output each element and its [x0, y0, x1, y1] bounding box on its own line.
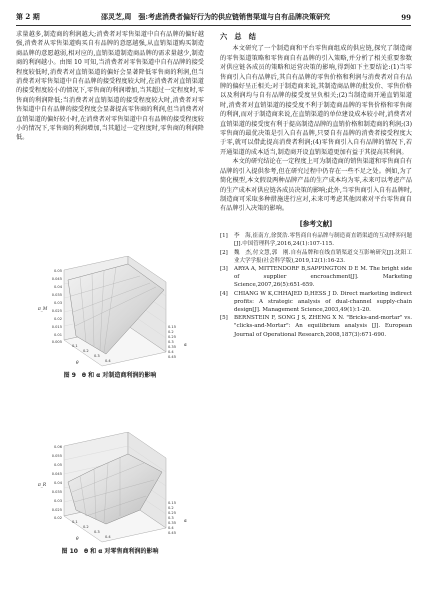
bottom-axis-label: θ	[76, 536, 79, 541]
reference-item: [3] ARYA A, MITTENDORF B,SAPPINGTON D E M. The bright side of supplier encroachment[J]. Marketing Science,2007,26(5):651-659.	[220, 265, 412, 289]
figure-9	[16, 256, 204, 379]
svg-text:0.2: 0.2	[83, 525, 89, 529]
svg-text:0.03: 0.03	[53, 301, 62, 305]
surface-plot-10	[16, 432, 204, 544]
reference-item: [4] CHIANG W K,CHHAJED D,HESS J D. Direct marketing indirect profits: A strategic analysis of dual-channel supply-chain design[J]. Management Science,2003,49(1):1-20.	[220, 290, 412, 313]
right-axis-label: α	[184, 342, 187, 347]
svg-text:0.2: 0.2	[83, 349, 89, 353]
svg-text:0.35: 0.35	[168, 345, 177, 349]
z-axis-label: π_R	[38, 482, 46, 487]
svg-text:0.2: 0.2	[168, 330, 174, 334]
right-tick-labels	[168, 501, 176, 535]
svg-text:0.035: 0.035	[51, 293, 62, 297]
z-tick-labels	[52, 445, 63, 520]
svg-text:0.3: 0.3	[94, 530, 100, 534]
right-column	[220, 30, 412, 339]
svg-text:0.4: 0.4	[105, 359, 111, 363]
bottom-axis-label: θ	[76, 360, 79, 365]
section-title: 六 总 结	[220, 32, 256, 41]
svg-text:0.025: 0.025	[51, 508, 62, 512]
figure-10	[16, 432, 204, 555]
svg-text:0.15: 0.15	[168, 501, 177, 505]
reference-item: [1] 李 海,崔南方,徐贤浩.零售商自有品牌与制造商直销渠道的互动博弈问题[J].中国管理科学,2016,24(1):107-115.	[220, 233, 412, 248]
svg-text:0.005: 0.005	[51, 340, 62, 344]
running-title: 邵灵芝,周 强:考虑消费者偏好行为的供应链销售渠道与自有品牌决策研究	[100, 12, 331, 21]
svg-text:0.35: 0.35	[168, 521, 177, 525]
svg-text:0.3: 0.3	[94, 354, 100, 358]
svg-text:0.15: 0.15	[168, 325, 177, 329]
running-header	[16, 10, 411, 24]
z-tick-labels	[52, 269, 63, 344]
references-title: [参考文献]	[299, 219, 333, 228]
svg-text:0.05: 0.05	[53, 269, 62, 273]
svg-text:0.4: 0.4	[168, 350, 174, 354]
svg-text:0.025: 0.025	[51, 309, 62, 313]
svg-text:0.1: 0.1	[72, 344, 78, 348]
z-axis-label: π_M	[38, 306, 48, 311]
svg-text:0.045: 0.045	[51, 277, 62, 281]
svg-text:0.4: 0.4	[168, 526, 174, 530]
limitations-paragraph: 本文的研究结论在一定程度上可为制造商的销售渠道和零售商自有品牌的引入提供参考,但在研究过程中仍存在一些不足之处。例如,为了简化模型,本文假设两种品牌产品的生产成本均为零,未来可以考虑产品的生产成本对供应链各成员决策的影响;此外,当零售商引入自有品牌时,制造商可采取多种措施进行应对,未来可考虑其他因素对平台零售商自有品牌引入决策的影响。	[220, 158, 412, 213]
svg-text:0.055: 0.055	[51, 454, 62, 458]
reference-item: [2] 魏 杰,付文慧,郭 刚.自有品牌和在线直销渠道交互影响研究[J].沈阳工业大学学报(社会科学版),2019,12(1):16-23.	[220, 249, 412, 264]
figure-caption: 图 10 θ 和 α 对零售商利润的影响	[61, 548, 159, 555]
svg-text:0.015: 0.015	[51, 325, 62, 329]
reference-item: [5] BERNSTEIN F, SONG J S, ZHENG X N. "Bricks-and-mortar" vs. "clicks-and-Mortar": An equilibrium analysis [J]. European Journal of Operational Research,2008,187(3):671-690.	[220, 315, 412, 338]
svg-text:0.02: 0.02	[53, 516, 62, 520]
svg-text:0.45: 0.45	[168, 531, 177, 535]
svg-text:0.035: 0.035	[51, 490, 62, 494]
svg-text:0.3: 0.3	[168, 516, 174, 520]
header-rule	[16, 25, 411, 26]
svg-text:0.45: 0.45	[168, 355, 177, 359]
left-column	[16, 30, 204, 143]
right-axis-label: α	[184, 518, 187, 523]
page-number: 99	[401, 12, 411, 22]
svg-text:0.4: 0.4	[105, 535, 111, 539]
svg-text:0.3: 0.3	[168, 340, 174, 344]
issue-label: 第 2 期	[16, 12, 40, 21]
svg-text:0.25: 0.25	[168, 335, 177, 339]
svg-text:0.03: 0.03	[53, 499, 62, 503]
svg-text:0.2: 0.2	[168, 506, 174, 510]
svg-text:0.01: 0.01	[53, 333, 62, 337]
svg-text:0.05: 0.05	[53, 463, 62, 467]
surface-plot-9	[16, 256, 204, 368]
right-tick-labels	[168, 325, 176, 359]
body-paragraph: 求量越多,制造商的利润越大;消费者对零售渠道中自有品牌的偏好越强,消费者从零售渠道购买自有品牌的意愿越强,从直销渠道购买制造商品牌的意愿越弱,相对应的,直销渠道制造商品牌的需求量越少,制造商的利润越小。由图 10 可知,当消费者对零售渠道中自有品牌的接受程度较低时,消费者对直销渠道的偏好会显著降低零售商的利润,但当消费者对零售渠道中自有品牌的接受程度较大时,在消费者对直销渠道的接受程度较小的情况下,零售商的利润增加,当其超过一定程度时,零售商的利润降低;当消费者对直销渠道的接受程度较大时,消费者对零售渠道中自有品牌的接受程度会显著提高零售商的利润,但当消费者对直销渠道的偏好较小时,在消费者对零售渠道中自有品牌的接受程度较小的情况下,零售商的利润增加,当其超过一定程度时,零售商的利润降低。	[16, 31, 204, 142]
svg-text:0.02: 0.02	[53, 317, 62, 321]
figure-caption: 图 9 θ 和 α 对制造商利润的影响	[63, 372, 157, 379]
svg-text:0.06: 0.06	[53, 445, 62, 449]
svg-text:0.1: 0.1	[72, 520, 78, 524]
svg-text:0.25: 0.25	[168, 511, 177, 515]
svg-text:0.045: 0.045	[51, 472, 62, 476]
svg-text:0.04: 0.04	[53, 285, 62, 289]
conclusion-paragraph: 本文研究了一个制造商和平台零售商组成的供应链,探究了制造商的零售渠道策略和零售商自有品牌的引入策略,并分析了相关重要参数对供应链各成员的策略和运营决策的影响,得到如下主要结论:(1)当零售商引入自有品牌后,其自有品牌的零售价格和利润与消费者对自有品牌的偏好呈正相关;对于制造商来说,其制造商品牌的批发价、零售价格以及利润均与自有品牌的接受度呈负相关;(2)当制造商开通直销渠道时,消费者对直销渠道的接受度不利于制造商品牌的零售价格和零售商的利润,而对于制造商来说,在直销渠道的单位建设成本较小时,消费者对直销渠道的接受度有利于提高制造品牌的直销价格和制造商的利润;(3)零售商的最优决策是引入自有品牌,只要自有品牌的消费者接受程度大于零,就可以借此提高消费者利润;(4)零售商引入自有品牌的情况下,若开通渠道的成本适当,制造商开设直销渠道更加有益于其提高其利润。	[220, 45, 412, 156]
svg-text:0.04: 0.04	[53, 481, 62, 485]
